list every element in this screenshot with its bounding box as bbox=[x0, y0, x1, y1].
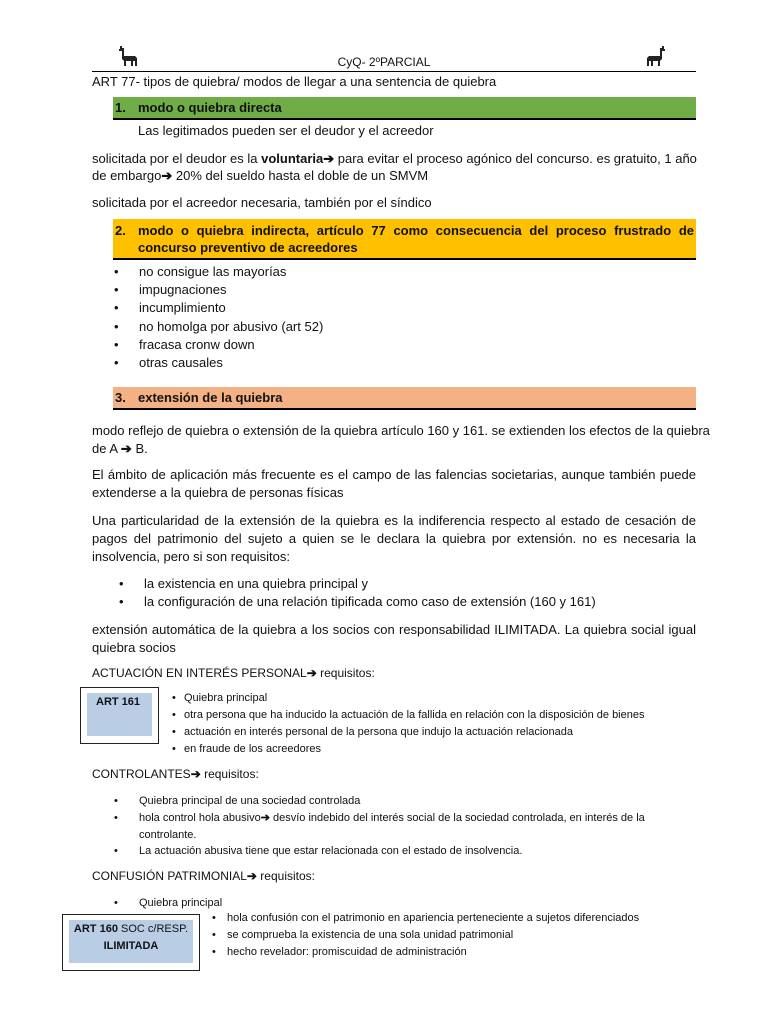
art-160-sublabel: ILIMITADA bbox=[103, 940, 159, 952]
section-1-bar bbox=[113, 97, 696, 120]
section-1-title: modo o quiebra directa bbox=[138, 100, 282, 115]
arrow-icon: ➔ bbox=[306, 666, 317, 680]
confusion-heading: CONFUSIÓN PATRIMONIAL➔ requisitos: bbox=[92, 869, 315, 883]
art-161-label: ART 161 bbox=[96, 696, 141, 708]
section-1-number: 1. bbox=[115, 100, 126, 115]
art-160-box bbox=[62, 914, 200, 971]
section-3-bar bbox=[113, 387, 696, 410]
arrow-icon: ➔ bbox=[260, 812, 270, 824]
section-2-title: modo o quiebra indirecta, artículo 77 como consecuencia del proceso frustrado de concurso preventivo de acreedores bbox=[138, 223, 694, 255]
header-rule bbox=[92, 71, 696, 72]
list-item-continuation: controlante. bbox=[139, 829, 197, 841]
arrow-icon: ➔ bbox=[161, 168, 173, 183]
section-2-number: 2. bbox=[115, 223, 126, 238]
art-160-label: ART 160 SOC c/RESP. bbox=[73, 923, 189, 935]
paragraph-necesaria: solicitada por el acreedor necesaria, también por el síndico bbox=[92, 195, 432, 210]
arrow-icon: ➔ bbox=[190, 767, 201, 781]
paragraph-embargo: de embargo➔ 20% del sueldo hasta el doble de un SMVM bbox=[92, 168, 429, 183]
arrow-icon: ➔ bbox=[120, 441, 132, 456]
llama-icon bbox=[644, 44, 668, 68]
art-161-box bbox=[80, 687, 159, 744]
section-2-bar bbox=[113, 219, 696, 260]
paragraph-voluntaria: solicitada por el deudor es la voluntaria➔ para evitar el proceso agónico del concurso. es gratuito, 1 año bbox=[92, 151, 697, 166]
actuacion-heading: ACTUACIÓN EN INTERÉS PERSONAL➔ requisitos: bbox=[92, 666, 375, 680]
intro-line: ART 77- tipos de quiebra/ modos de llegar a una sentencia de quiebra bbox=[92, 74, 497, 89]
paragraph-automatica: extensión automática de la quiebra a los socios con responsabilidad ILIMITADA. La quiebra social igual quiebra socios bbox=[92, 622, 696, 655]
paragraph-reflejo: modo reflejo de quiebra o extensión de la quiebra artículo 160 y 161. se extienden los efectos de la quiebra de A ➔ B. bbox=[92, 423, 710, 456]
arrow-icon: ➔ bbox=[246, 869, 257, 883]
arrow-icon: ➔ bbox=[323, 151, 335, 166]
section-3-title: extensión de la quiebra bbox=[138, 390, 283, 405]
page-header-title: CyQ- 2ºPARCIAL bbox=[337, 55, 431, 69]
section-3-number: 3. bbox=[115, 390, 126, 405]
paragraph-particularidad: Una particularidad de la extensión de la quiebra es la indiferencia respecto al estado de cesación de pagos del patrimonio del sujeto a quien se le declara la quiebra por extensión. no es necesaria la insolvencia, pero si son requisitos: bbox=[92, 513, 696, 564]
controlantes-heading: CONTROLANTES➔ requisitos: bbox=[92, 767, 259, 781]
paragraph-ambito: El ámbito de aplicación más frecuente es el campo de las falencias societarias, aunque también puede extenderse a la quiebra de personas físicas bbox=[92, 467, 696, 500]
section-1-subtitle: Las legitimados pueden ser el deudor y el acreedor bbox=[138, 123, 434, 138]
